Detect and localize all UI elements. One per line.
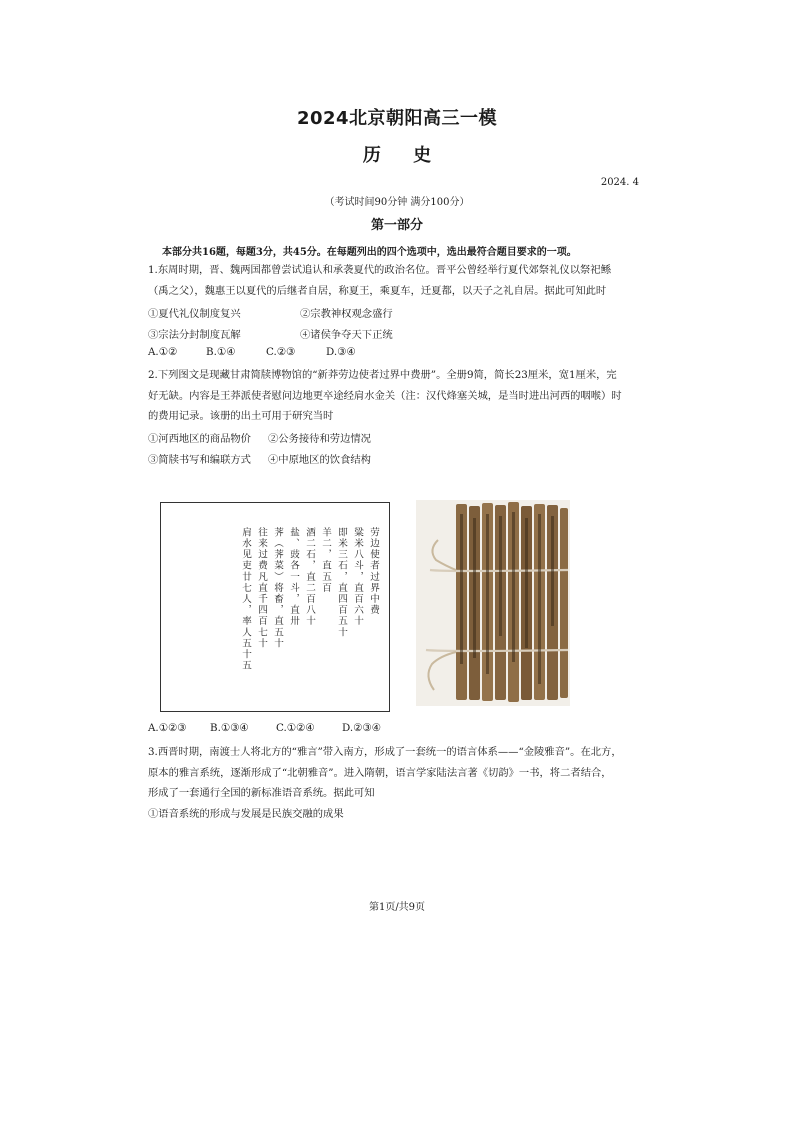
q2-items-row [148,451,393,466]
q2-items-row [148,430,393,445]
instruction-text: 本部分共16题，每题3分，共45分。在每题列出的四个选项中，选出最符合题目要求的一项。 [162,247,577,258]
q2-text-line: 2.下列图文是现藏甘肃简牍博物馆的“新莽劳边使者过界中费册”。全册9简，简长23厘米，宽1厘米，完 [148,369,617,381]
q1-choice-b[interactable]: B.①④ [206,346,236,358]
q2-choice-a[interactable]: A.①②③ [148,722,187,734]
bamboo-slips-photo [416,500,570,706]
q1-item: ①夏代礼仪制度复兴 [148,308,241,320]
transcription-column: 即米三石，直四百五十 [336,527,347,638]
q2-text-line: 的费用记录。该册的出土可用于研究当时 [148,410,334,422]
q1-item: ④诸侯争夺天下正统 [300,329,393,341]
page-number: 第1页/共9页 [368,902,426,913]
q2-choice-c[interactable]: C.①②④ [276,722,315,734]
bamboo-slip-transcription [160,502,390,712]
exam-date: 2024. 4 [600,177,639,188]
exam-title: 2024北京朝阳高三一模 [296,108,498,129]
part-heading: 第一部分 [370,218,423,233]
q1-text-line: 1.东周时期，晋、魏两国都曾尝试追认和承袭夏代的政治名位。晋平公曾经举行夏代郊祭礼仪以祭祀鲧 [148,264,611,276]
q3-text-line: ①语音系统的形成与发展是民族交融的成果 [148,808,344,820]
q1-choice-d[interactable]: D.③④ [326,346,356,358]
subject-heading: 历 史 [362,145,432,166]
q2-item: ④中原地区的饮食结构 [268,454,371,466]
q3-text-line: 原本的雅言系统，逐渐形成了“北朝雅音”。进入隋朝，语言学家陆法言著《切韵》一书，将二者结合， [148,767,612,779]
q1-items-row [148,326,415,341]
q2-item: ③简牍书写和编联方式 [148,454,251,466]
q2-item: ②公务接待和劳边情况 [268,433,371,445]
q1-choices [148,346,378,358]
transcription-column: 往来过费凡直千四百七十 [256,527,267,650]
q1-item: ③宗法分封制度瓦解 [148,329,241,341]
exam-info: （考试时间90分钟 满分100分） [324,197,470,208]
transcription-column: 劳边使者过界中费 [368,527,379,616]
q1-text-line: （禹之父），魏惠王以夏代的后继者自居，称夏王，乘夏车，迁夏都，以天子之礼自居。据此可知此时 [148,285,607,297]
transcription-column: 荠（荠菜）将畜，直五十 [272,527,283,650]
transcription-column: 酒二石，直二百八十 [304,527,315,627]
q1-item: ②宗教神权观念盛行 [300,308,393,320]
q3-text-line: 形成了一套通行全国的新标准语音系统。据此可知 [148,787,375,799]
transcription-column: 粱米八斗，直百六十 [352,527,363,627]
transcription-column: 盐、豉各一斗，直卅 [288,527,299,627]
q2-choice-d[interactable]: D.②③④ [342,722,381,734]
q3-text-line: 3.西晋时期，南渡士人将北方的“雅言”带入南方，形成了一套统一的语言体系——“金陵雅音”。在北方， [148,746,622,758]
transcription-column: 羊二，直五百 [320,527,331,594]
q2-text-line: 好无缺。内容是王莽派使者慰问边地更卒途经肩水金关（注：汉代烽塞关城，是当时进出河西的咽喉）时 [148,390,622,402]
q2-choices [148,722,403,734]
q2-choice-b[interactable]: B.①③④ [210,722,249,734]
q1-choice-c[interactable]: C.②③ [266,346,296,358]
q1-choice-a[interactable]: A.①② [148,346,178,358]
q2-item: ①河西地区的商品物价 [148,433,251,445]
transcription-column: 肩水见吏廿七人，率人五十五 [240,527,251,672]
q1-items-row [148,305,415,320]
